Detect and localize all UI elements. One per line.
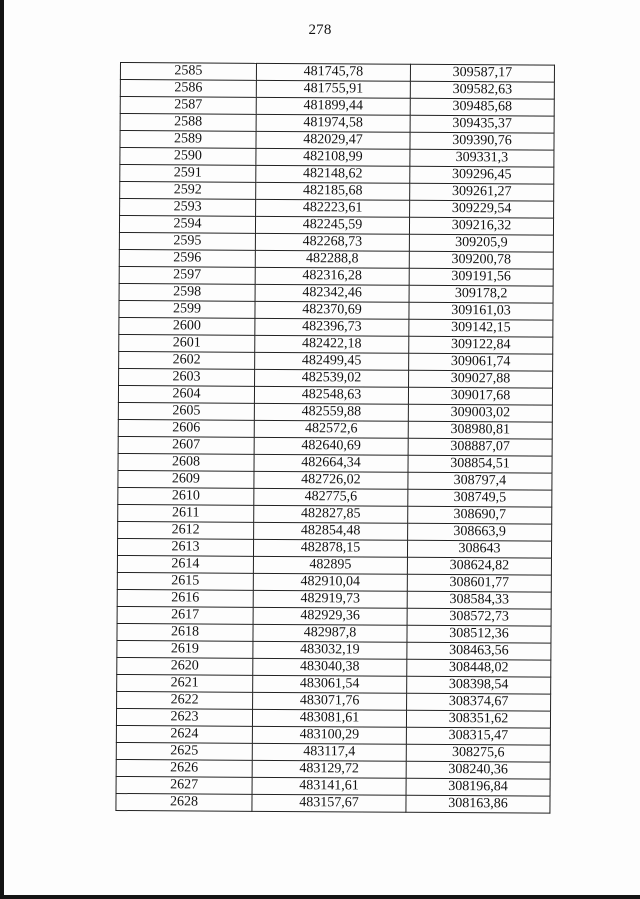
point-number-cell: 2616 bbox=[117, 589, 253, 607]
table-row bbox=[117, 555, 551, 575]
table-row bbox=[117, 606, 551, 626]
y-coordinate-cell: 308448,02 bbox=[407, 659, 551, 677]
x-coordinate-cell: 481974,58 bbox=[256, 114, 410, 132]
table-row bbox=[119, 300, 553, 320]
x-coordinate-cell: 482396,73 bbox=[255, 318, 409, 336]
x-coordinate-cell: 482539,02 bbox=[255, 369, 409, 387]
x-coordinate-cell: 482245,59 bbox=[255, 216, 409, 234]
x-coordinate-cell: 482185,68 bbox=[256, 182, 410, 200]
y-coordinate-cell: 309435,37 bbox=[410, 115, 554, 133]
y-coordinate-cell: 308196,84 bbox=[406, 778, 550, 796]
y-coordinate-cell: 308624,82 bbox=[407, 557, 551, 575]
point-number-cell: 2613 bbox=[117, 538, 253, 556]
point-number-cell: 2614 bbox=[117, 555, 253, 573]
x-coordinate-cell: 482919,73 bbox=[253, 590, 407, 608]
table-row bbox=[117, 691, 551, 711]
table-row bbox=[118, 487, 552, 507]
point-number-cell: 2600 bbox=[119, 317, 255, 335]
point-number-cell: 2597 bbox=[119, 266, 255, 284]
y-coordinate-cell: 309205,9 bbox=[409, 234, 553, 252]
point-number-cell: 2619 bbox=[117, 640, 253, 658]
page-number: 278 bbox=[308, 22, 332, 38]
x-coordinate-cell: 483129,72 bbox=[252, 760, 406, 778]
x-coordinate-cell: 482987,8 bbox=[253, 624, 407, 642]
y-coordinate-cell: 308315,47 bbox=[406, 727, 550, 745]
point-number-cell: 2603 bbox=[119, 368, 255, 386]
x-coordinate-cell: 482148,62 bbox=[256, 165, 410, 183]
x-coordinate-cell: 483157,67 bbox=[252, 794, 406, 812]
table-row bbox=[118, 436, 552, 456]
y-coordinate-cell: 309200,78 bbox=[409, 251, 553, 269]
point-number-cell: 2628 bbox=[116, 793, 252, 811]
x-coordinate-cell: 482895 bbox=[253, 556, 407, 574]
table-row bbox=[118, 521, 552, 541]
y-coordinate-cell: 308240,36 bbox=[406, 761, 550, 779]
table-row bbox=[119, 283, 553, 303]
point-number-cell: 2624 bbox=[116, 725, 252, 743]
x-coordinate-cell: 483100,29 bbox=[252, 726, 406, 744]
point-number-cell: 2620 bbox=[117, 657, 253, 675]
x-coordinate-cell: 482878,15 bbox=[253, 539, 407, 557]
x-coordinate-cell: 482422,18 bbox=[255, 335, 409, 353]
x-coordinate-cell: 482775,6 bbox=[254, 488, 408, 506]
y-coordinate-cell: 308351,62 bbox=[406, 710, 550, 728]
x-coordinate-cell: 482827,85 bbox=[254, 505, 408, 523]
y-coordinate-cell: 309296,45 bbox=[410, 166, 554, 184]
table-row bbox=[120, 131, 554, 151]
y-coordinate-cell: 308887,07 bbox=[408, 438, 552, 456]
y-coordinate-cell: 308980,81 bbox=[408, 421, 552, 439]
x-coordinate-cell: 482726,02 bbox=[254, 471, 408, 489]
point-number-cell: 2590 bbox=[120, 148, 256, 166]
table-row bbox=[117, 538, 551, 558]
table-row bbox=[119, 216, 553, 236]
table-row bbox=[119, 334, 553, 354]
y-coordinate-cell: 308463,56 bbox=[407, 642, 551, 660]
x-coordinate-cell: 482548,63 bbox=[254, 386, 408, 404]
x-coordinate-cell: 483117,4 bbox=[252, 743, 406, 761]
table-row bbox=[119, 368, 553, 388]
table-row bbox=[117, 657, 551, 677]
y-coordinate-cell: 309390,76 bbox=[410, 132, 554, 150]
y-coordinate-cell: 309587,17 bbox=[410, 64, 554, 82]
point-number-cell: 2625 bbox=[116, 742, 252, 760]
table-row bbox=[118, 453, 552, 473]
y-coordinate-cell: 309178,2 bbox=[409, 285, 553, 303]
x-coordinate-cell: 483141,61 bbox=[252, 777, 406, 795]
y-coordinate-cell: 308275,6 bbox=[406, 744, 550, 762]
table-row bbox=[118, 504, 552, 524]
point-number-cell: 2594 bbox=[119, 216, 255, 234]
point-number-cell: 2595 bbox=[119, 232, 255, 250]
table-row bbox=[119, 232, 553, 252]
y-coordinate-cell: 308572,73 bbox=[407, 608, 551, 626]
y-coordinate-cell: 308374,67 bbox=[407, 693, 551, 711]
point-number-cell: 2604 bbox=[118, 385, 254, 403]
table-row bbox=[120, 148, 554, 168]
point-number-cell: 2596 bbox=[119, 249, 255, 267]
point-number-cell: 2610 bbox=[118, 487, 254, 505]
x-coordinate-cell: 482288,8 bbox=[255, 250, 409, 268]
y-coordinate-cell: 308643 bbox=[407, 540, 551, 558]
scan-edge-left bbox=[0, 0, 4, 899]
point-number-cell: 2627 bbox=[116, 776, 252, 794]
x-coordinate-cell: 482910,04 bbox=[253, 573, 407, 591]
y-coordinate-cell: 308398,54 bbox=[407, 676, 551, 694]
point-number-cell: 2606 bbox=[118, 419, 254, 437]
point-number-cell: 2585 bbox=[120, 63, 256, 81]
point-number-cell: 2589 bbox=[120, 131, 256, 149]
y-coordinate-cell: 309261,27 bbox=[410, 183, 554, 201]
x-coordinate-cell: 482370,69 bbox=[255, 301, 409, 319]
x-coordinate-cell: 482664,34 bbox=[254, 454, 408, 472]
y-coordinate-cell: 308663,9 bbox=[408, 523, 552, 541]
y-coordinate-cell: 308854,51 bbox=[408, 455, 552, 473]
x-coordinate-cell: 482572,6 bbox=[254, 420, 408, 438]
y-coordinate-cell: 308601,77 bbox=[407, 574, 551, 592]
point-number-cell: 2611 bbox=[118, 504, 254, 522]
y-coordinate-cell: 309229,54 bbox=[410, 200, 554, 218]
table-row bbox=[120, 63, 554, 83]
y-coordinate-cell: 308690,7 bbox=[408, 506, 552, 524]
x-coordinate-cell: 483081,61 bbox=[252, 709, 406, 727]
y-coordinate-cell: 309485,68 bbox=[410, 98, 554, 116]
point-number-cell: 2586 bbox=[120, 80, 256, 98]
coordinates-table bbox=[115, 62, 555, 814]
point-number-cell: 2607 bbox=[118, 436, 254, 454]
y-coordinate-cell: 308512,36 bbox=[407, 625, 551, 643]
coordinates-table-body bbox=[116, 63, 555, 814]
table-row bbox=[119, 266, 553, 286]
table-row bbox=[120, 97, 554, 117]
point-number-cell: 2601 bbox=[119, 334, 255, 352]
table-row bbox=[116, 742, 550, 762]
point-number-cell: 2605 bbox=[118, 402, 254, 420]
table-row bbox=[117, 572, 551, 592]
y-coordinate-cell: 309003,02 bbox=[408, 404, 552, 422]
table-row bbox=[118, 419, 552, 439]
table-row bbox=[120, 182, 554, 202]
x-coordinate-cell: 481899,44 bbox=[256, 97, 410, 115]
point-number-cell: 2588 bbox=[120, 114, 256, 132]
point-number-cell: 2609 bbox=[118, 470, 254, 488]
point-number-cell: 2617 bbox=[117, 606, 253, 624]
point-number-cell: 2618 bbox=[117, 623, 253, 641]
x-coordinate-cell: 482342,46 bbox=[255, 284, 409, 302]
y-coordinate-cell: 308797,4 bbox=[408, 472, 552, 490]
table-row bbox=[119, 249, 553, 269]
table-row bbox=[117, 640, 551, 660]
y-coordinate-cell: 309216,32 bbox=[409, 217, 553, 235]
y-coordinate-cell: 309582,63 bbox=[410, 81, 554, 99]
point-number-cell: 2608 bbox=[118, 453, 254, 471]
point-number-cell: 2623 bbox=[116, 708, 252, 726]
y-coordinate-cell: 309161,03 bbox=[409, 302, 553, 320]
point-number-cell: 2622 bbox=[117, 691, 253, 709]
table-row bbox=[117, 623, 551, 643]
x-coordinate-cell: 482268,73 bbox=[255, 233, 409, 251]
point-number-cell: 2593 bbox=[120, 199, 256, 217]
table-row bbox=[116, 708, 550, 728]
scan-edge-bottom bbox=[0, 895, 640, 899]
y-coordinate-cell: 309191,56 bbox=[409, 268, 553, 286]
x-coordinate-cell: 482559,88 bbox=[254, 403, 408, 421]
table-row bbox=[120, 80, 554, 100]
x-coordinate-cell: 482499,45 bbox=[255, 352, 409, 370]
x-coordinate-cell: 482029,47 bbox=[256, 131, 410, 149]
x-coordinate-cell: 481745,78 bbox=[256, 63, 410, 81]
x-coordinate-cell: 481755,91 bbox=[256, 80, 410, 98]
point-number-cell: 2626 bbox=[116, 759, 252, 777]
x-coordinate-cell: 483032,19 bbox=[253, 641, 407, 659]
table-row bbox=[117, 674, 551, 694]
table-row bbox=[120, 165, 554, 185]
table-row bbox=[116, 793, 550, 813]
y-coordinate-cell: 308749,5 bbox=[408, 489, 552, 507]
x-coordinate-cell: 483071,76 bbox=[253, 692, 407, 710]
point-number-cell: 2599 bbox=[119, 300, 255, 318]
table-row bbox=[116, 776, 550, 796]
y-coordinate-cell: 309061,74 bbox=[409, 353, 553, 371]
point-number-cell: 2602 bbox=[119, 351, 255, 369]
table-row bbox=[118, 470, 552, 490]
x-coordinate-cell: 483061,54 bbox=[253, 675, 407, 693]
x-coordinate-cell: 482854,48 bbox=[254, 522, 408, 540]
x-coordinate-cell: 482223,61 bbox=[256, 199, 410, 217]
y-coordinate-cell: 309027,88 bbox=[409, 370, 553, 388]
table-row bbox=[117, 589, 551, 609]
y-coordinate-cell: 309122,84 bbox=[409, 336, 553, 354]
y-coordinate-cell: 309017,68 bbox=[408, 387, 552, 405]
point-number-cell: 2587 bbox=[120, 97, 256, 115]
x-coordinate-cell: 482316,28 bbox=[255, 267, 409, 285]
table-row bbox=[116, 725, 550, 745]
point-number-cell: 2621 bbox=[117, 674, 253, 692]
point-number-cell: 2598 bbox=[119, 283, 255, 301]
y-coordinate-cell: 308163,86 bbox=[406, 795, 550, 813]
table-row bbox=[119, 317, 553, 337]
point-number-cell: 2591 bbox=[120, 165, 256, 183]
table-row bbox=[118, 402, 552, 422]
table-row bbox=[120, 114, 554, 134]
x-coordinate-cell: 483040,38 bbox=[253, 658, 407, 676]
table-row bbox=[116, 759, 550, 779]
table-row bbox=[120, 199, 554, 219]
point-number-cell: 2615 bbox=[117, 572, 253, 590]
x-coordinate-cell: 482640,69 bbox=[254, 437, 408, 455]
y-coordinate-cell: 309142,15 bbox=[409, 319, 553, 337]
point-number-cell: 2612 bbox=[118, 521, 254, 539]
table-row bbox=[118, 385, 552, 405]
point-number-cell: 2592 bbox=[120, 182, 256, 200]
x-coordinate-cell: 482929,36 bbox=[253, 607, 407, 625]
x-coordinate-cell: 482108,99 bbox=[256, 148, 410, 166]
y-coordinate-cell: 309331,3 bbox=[410, 149, 554, 167]
y-coordinate-cell: 308584,33 bbox=[407, 591, 551, 609]
table-row bbox=[119, 351, 553, 371]
